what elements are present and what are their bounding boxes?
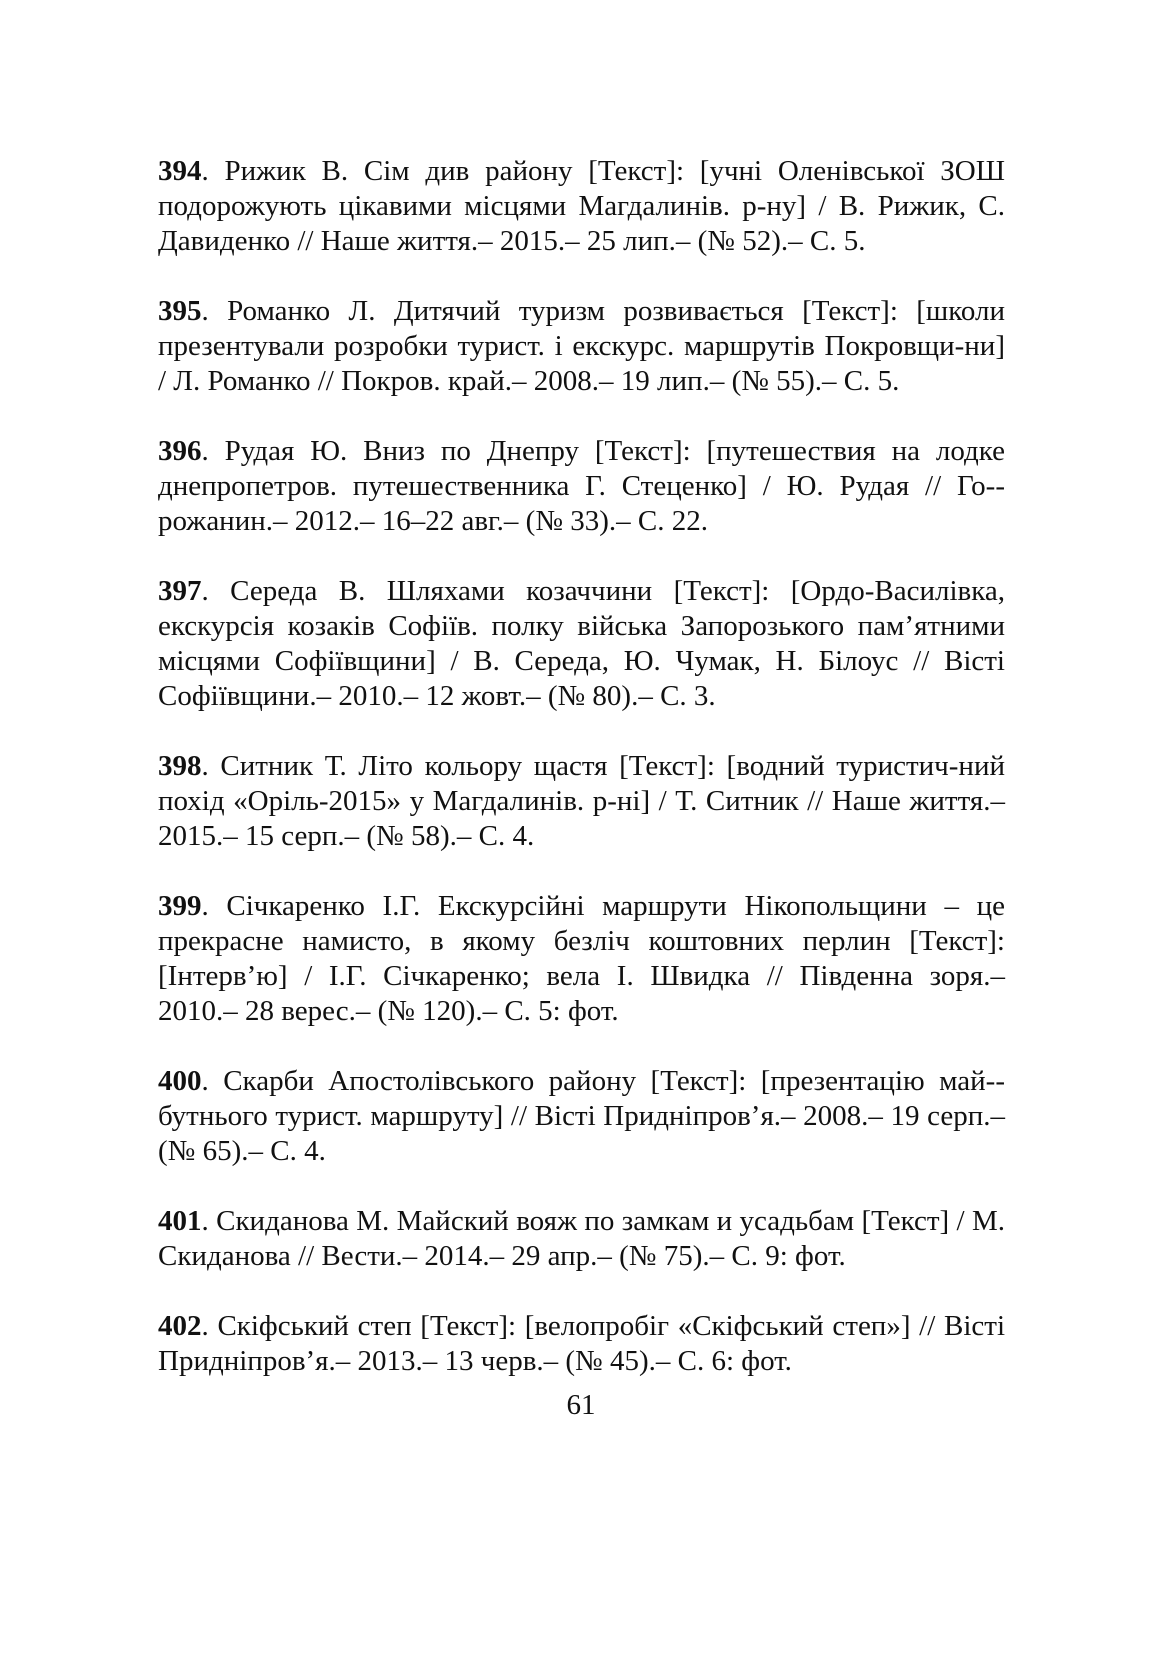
entry-number: 402 (158, 1310, 202, 1342)
entry-text: . Скіфський степ [Текст]: [велопробіг «Скіфський степ»] // Вісті Придніпров’я.– 2013.– 13 черв.– (№ 45).– С. 6: фот. (158, 1310, 1005, 1377)
entry-number: 401 (158, 1205, 202, 1237)
entry-number: 399 (158, 890, 202, 922)
entry-text: . Січкаренко І.Г. Екскурсійні маршрути Нікопольщини – це прекрасне намисто, в якому безліч коштовних перлин [Текст]: [Інтерв’ю] / І.Г. Січкаренко; вела І. Швидка // Південна зоря.– 2010.– 28 верес.– (№ 120).– С. 5: фот. (158, 890, 1005, 1027)
bibliography-entry (158, 749, 1005, 854)
entry-number: 396 (158, 435, 202, 467)
bibliography-entry (158, 154, 1005, 259)
entry-text: . Ситник Т. Літо кольору щастя [Текст]: [водний туристич-ний похід «Оріль-2015» у Магдалинів. р-ні] / Т. Ситник // Наше життя.– 2015.– 15 серп.– (№ 58).– С. 4. (158, 750, 1005, 852)
entry-text: . Скарби Апостолівського району [Текст]: [презентацію май-бутнього турист. маршруту] // Вісті Придніпров’я.– 2008.– 19 серп.– (№ 65).– С. 4. (158, 1065, 1005, 1167)
page-number: 61 (566, 1389, 596, 1421)
bibliography-list (158, 154, 1005, 1414)
bibliography-entry (158, 294, 1005, 399)
bibliography-entry (158, 434, 1005, 539)
entry-text: . Рижик В. Сім див району [Текст]: [учні Оленівської ЗОШ подорожують цікавими місцями Магдалинів. р-ну] / В. Рижик, С. Давиденко // Наше життя.– 2015.– 25 лип.– (№ 52).– С. 5. (158, 155, 1005, 257)
entry-text: . Скиданова М. Майский вояж по замкам и усадьбам [Текст] / М. Скиданова // Вести.– 2014.– 29 апр.– (№ 75).– С. 9: фот. (158, 1205, 1005, 1272)
entry-text: . Середа В. Шляхами козаччини [Текст]: [Ордо-Василівка, екскурсія козаків Софіїв. полку війська Запорозького пам’ятними місцями Софіївщини] / В. Середа, Ю. Чумак, Н. Білоус // Вісті Софіївщини.– 2010.– 12 жовт.– (№ 80).– С. 3. (158, 575, 1005, 712)
entry-text: . Романко Л. Дитячий туризм розвивається [Текст]: [школи презентували розробки турист. і екскурс. маршрутів Покровщи-ни] / Л. Романко // Покров. край.– 2008.– 19 лип.– (№ 55).– С. 5. (158, 295, 1005, 397)
entry-number: 398 (158, 750, 202, 782)
entry-number: 395 (158, 295, 202, 327)
bibliography-entry (158, 1064, 1005, 1169)
bibliography-entry (158, 1309, 1005, 1379)
entry-number: 400 (158, 1065, 202, 1097)
bibliography-entry (158, 889, 1005, 1029)
entry-number: 397 (158, 575, 202, 607)
bibliography-entry (158, 1204, 1005, 1274)
entry-number: 394 (158, 155, 202, 187)
bibliography-entry (158, 574, 1005, 714)
entry-text: . Рудая Ю. Вниз по Днепру [Текст]: [путешествия на лодке днепропетров. путешественника Г. Стеценко] / Ю. Рудая // Го-рожанин.– 2012.– 16–22 авг.– (№ 33).– С. 22. (158, 435, 1005, 537)
